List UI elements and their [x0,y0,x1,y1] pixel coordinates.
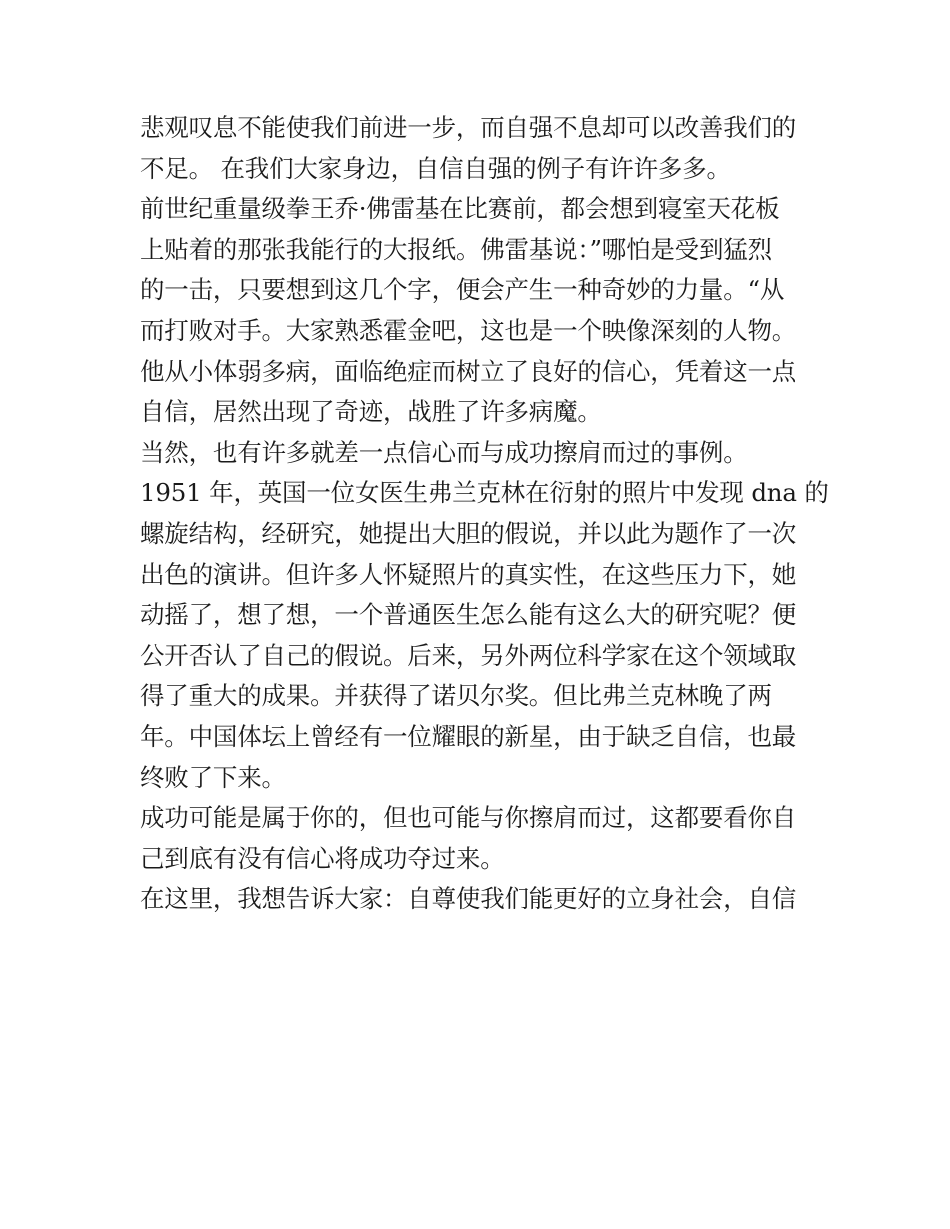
text-line: 公开否认了自己的假说。后来，另外两位科学家在这个领域取 [140,640,797,670]
text-line: 螺旋结构，经研究，她提出大胆的假说，并以此为题作了一次 [140,518,797,548]
text-line: 自信，居然出现了奇迹，战胜了许多病魔。 [140,397,602,427]
text-line: 终败了下来。 [140,762,286,792]
document-body [140,108,829,920]
text-line: 当然，也有许多就差一点信心而与成功擦肩而过的事例。 [140,437,748,467]
text-line: 在这里，我想告诉大家：自尊使我们能更好的立身社会，自信 [140,884,797,914]
text-line: 而打败对手。大家熟悉霍金吧，这也是一个映像深刻的人物。 [140,315,797,345]
text-line: 的一击，只要想到这几个字，便会产生一种奇妙的力量。“从 [140,275,785,305]
text-line: 不足。 在我们大家身边，自信自强的例子有许许多多。 [140,153,731,183]
text-line: 前世纪重量级拳王乔·佛雷基在比赛前，都会想到寝室天花板 [140,194,780,224]
text-line: 上贴着的那张我能行的大报纸。佛雷基说：”哪怕是受到猛烈 [140,234,772,264]
text-line: 悲观叹息不能使我们前进一步，而自强不息却可以改善我们的 [140,113,797,142]
text-line: 动摇了，想了想，一个普通医生怎么能有这么大的研究呢？便 [140,600,797,630]
text-line: 1951 年，英国一位女医生弗兰克林在衍射的照片中发现 dna 的 [140,478,829,508]
text-line: 他从小体弱多病，面临绝症而树立了良好的信心，凭着这一点 [140,356,797,386]
text-line: 得了重大的成果。并获得了诺贝尔奖。但比弗兰克林晚了两 [140,681,772,711]
text-line: 己到底有没有信心将成功夺过来。 [140,843,505,873]
text-line: 出色的演讲。但许多人怀疑照片的真实性，在这些压力下，她 [140,559,797,589]
text-line: 年。中国体坛上曾经有一位耀眼的新星，由于缺乏自信，也最 [140,721,797,751]
text-line: 成功可能是属于你的，但也可能与你擦肩而过，这都要看你自 [140,803,797,833]
